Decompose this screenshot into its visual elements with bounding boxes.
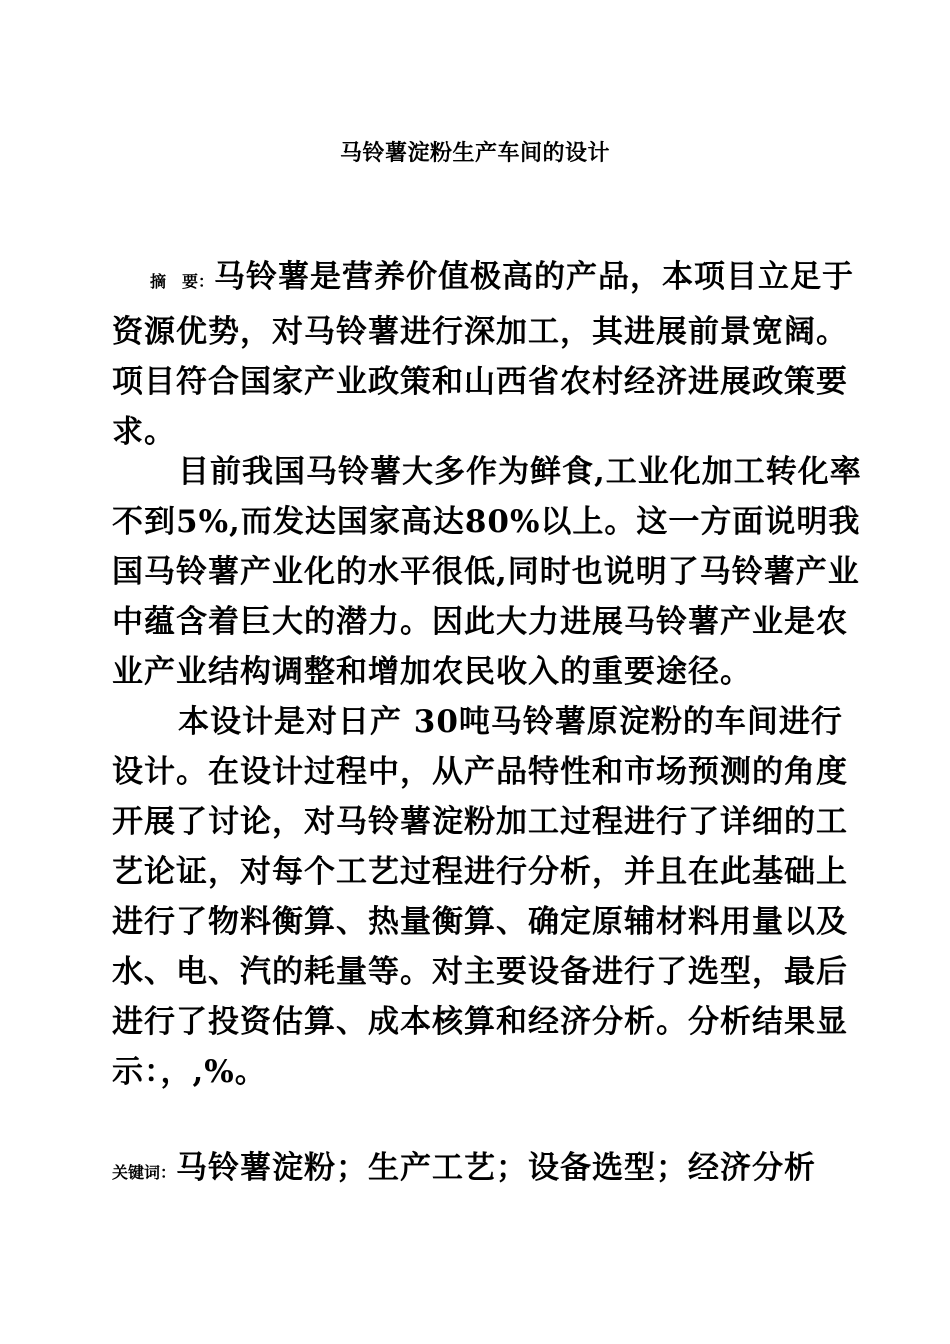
abstract-paragraph-1: [112, 252, 872, 457]
keywords-label: 关键词：: [112, 1163, 177, 1182]
abstract-paragraph-3: 本设计是对日产 30吨马铃薯原淀粉的车间进行设计。在设计过程中，从产品特性和市场预测的角度开展了讨论，对马铃薯淀粉加工过程进行了详细的工艺论证，对每个工艺过程进行分析，并且在此基础上进行了物料衡算、热量衡算、确定原辅材料用量以及水、电、汽的耗量等。对主要设备进行了选型，最后进行了投资估算、成本核算和经济分析。分析结果显示：，,%。: [112, 704, 848, 1090]
document-title: 马铃薯淀粉生产车间的设计: [339, 141, 610, 166]
keywords-text: 马铃薯淀粉；生产工艺；设备选型；经济分析: [176, 1150, 817, 1186]
keywords-line: [112, 1143, 872, 1198]
abstract-paragraph-2: 目前我国马铃薯大多作为鲜食,工业化加工转化率不到5%,而发达国家高达80%以上。这一方面说明我国马铃薯产业化的水平很低,同时也说明了马铃薯产业中蕴含着巨大的潜力。因此大力进展马铃薯产业是农业产业结构调整和增加农民收入的重要途径。: [112, 454, 862, 690]
abstract-text-1: 马铃薯是营养价值极高的产品，本项目立足于资源优势，对马铃薯进行深加工，其进展前景宽阔。项目符合国家产业政策和山西省农村经济进展政策要求。: [112, 259, 855, 450]
abstract-label: 摘 要：: [150, 272, 215, 291]
